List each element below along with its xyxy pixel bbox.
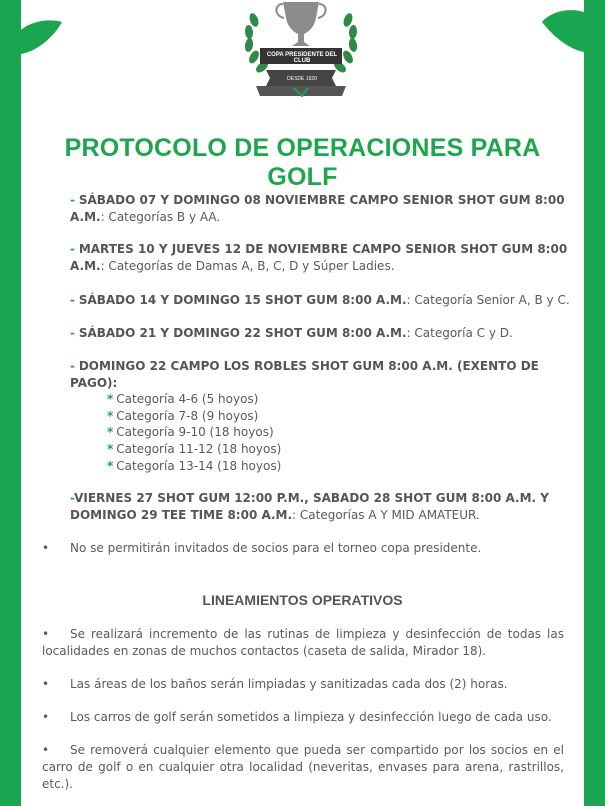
bullet-marker: • xyxy=(42,710,50,724)
schedule-heading: DOMINGO 22 CAMPO LOS ROBLES SHOT GUM 8:00 A.M. (EXENTO DE PAGO): xyxy=(70,359,539,390)
schedule-item xyxy=(70,241,570,275)
schedule-item xyxy=(70,358,570,392)
category-label: Categoría 4-6 (5 hoyos) xyxy=(116,392,259,406)
guideline-text: Se realizará incremento de las rutinas de limpieza y desinfección de todas las localidades en zonas de muchos contactos (caseta de salida, Mirador 18). xyxy=(42,627,564,658)
asterisk-marker: * xyxy=(107,442,114,457)
bullet-marker: • xyxy=(42,743,50,757)
schedule-heading: VIERNES 27 SHOT GUM 12:00 P.M., SABADO 28 SHOT GUM 8:00 A.M. Y DOMINGO 29 TEE TIME 8:00 A.M. xyxy=(70,491,549,522)
schedule-detail: : Categoría Senior A, B y C. xyxy=(406,293,570,307)
dash-marker: - xyxy=(70,242,75,256)
left-border xyxy=(0,0,21,806)
category-label: Categoría 11-12 (18 hoyos) xyxy=(116,442,282,457)
guideline-item xyxy=(42,626,564,660)
schedule-item xyxy=(70,325,570,342)
guideline-text: Las áreas de los baños serán limpiadas y sanitizadas cada dos (2) horas. xyxy=(70,677,508,691)
guideline-text: Se removerá cualquier elemento que pueda ser compartido por los socios en el carro de golf o en cualquier otra localidad (neveritas, envases para arena, rastrillos, etc.). xyxy=(42,743,564,791)
list-item xyxy=(107,441,281,458)
guideline-item xyxy=(42,676,564,693)
schedule-item xyxy=(70,192,570,226)
asterisk-marker: * xyxy=(107,392,114,406)
bullet-marker: • xyxy=(42,541,50,555)
category-label: Categoría 13-14 (18 hoyos) xyxy=(116,458,282,473)
schedule-heading: SÁBADO 21 Y DOMINGO 22 SHOT GUM 8:00 A.M. xyxy=(78,326,407,340)
logo-subtext: DESDE 1920 xyxy=(287,76,317,82)
logo-text: COPA PRESIDENTE DEL CLUB xyxy=(266,52,338,64)
dash-marker: - xyxy=(70,193,75,207)
note-text: No se permitirán invitados de socios para el torneo copa presidente. xyxy=(70,541,482,555)
note-item xyxy=(42,540,564,557)
asterisk-marker: * xyxy=(107,458,114,473)
schedule-detail: : Categorías de Damas A, B, C, D y Súper Ladies. xyxy=(100,259,395,273)
category-label: Categoría 7-8 (9 hoyos) xyxy=(116,408,259,423)
schedule-detail: : Categorías A Y MID AMATEUR. xyxy=(292,508,480,522)
schedule-detail: : Categorías B y AA. xyxy=(100,210,221,224)
schedule-heading: SÁBADO 14 Y DOMINGO 15 SHOT GUM 8:00 A.M. xyxy=(78,293,407,307)
asterisk-marker: * xyxy=(107,425,114,440)
dash-marker: - xyxy=(70,326,75,340)
guideline-item xyxy=(42,709,564,726)
left-leaf-ornament xyxy=(0,0,80,60)
schedule-heading: SÁBADO 07 Y DOMINGO 08 NOVIEMBRE CAMPO SENIOR SHOT GUM 8:00 A.M. xyxy=(70,193,565,224)
category-list xyxy=(107,391,281,474)
category-label: Categoría 9-10 (18 hoyos) xyxy=(116,425,274,440)
dash-marker: - xyxy=(70,293,75,307)
right-leaf-ornament xyxy=(510,0,605,60)
schedule-item xyxy=(70,490,565,524)
bullet-marker: • xyxy=(42,627,50,641)
bullet-marker: • xyxy=(42,677,50,691)
page-title: PROTOCOLO DE OPERACIONES PARA GOLF xyxy=(64,134,541,191)
dash-marker: - xyxy=(70,491,75,505)
list-item xyxy=(107,391,281,408)
section-title: LINEAMIENTOS OPERATIVOS xyxy=(202,592,403,608)
list-item xyxy=(107,408,281,425)
right-border xyxy=(584,0,605,806)
guideline-item xyxy=(42,742,564,793)
schedule-detail: : Categoría C y D. xyxy=(406,326,513,340)
schedule-heading: MARTES 10 Y JUEVES 12 DE NOVIEMBRE CAMPO SENIOR SHOT GUM 8:00 A.M. xyxy=(70,242,568,273)
guideline-text: Los carros de golf serán sometidos a limpieza y desinfección luego de cada uso. xyxy=(70,710,552,724)
list-item xyxy=(107,424,281,441)
asterisk-marker: * xyxy=(107,408,114,423)
schedule-item xyxy=(70,292,570,309)
list-item xyxy=(107,458,281,475)
dash-marker: - xyxy=(70,359,75,373)
